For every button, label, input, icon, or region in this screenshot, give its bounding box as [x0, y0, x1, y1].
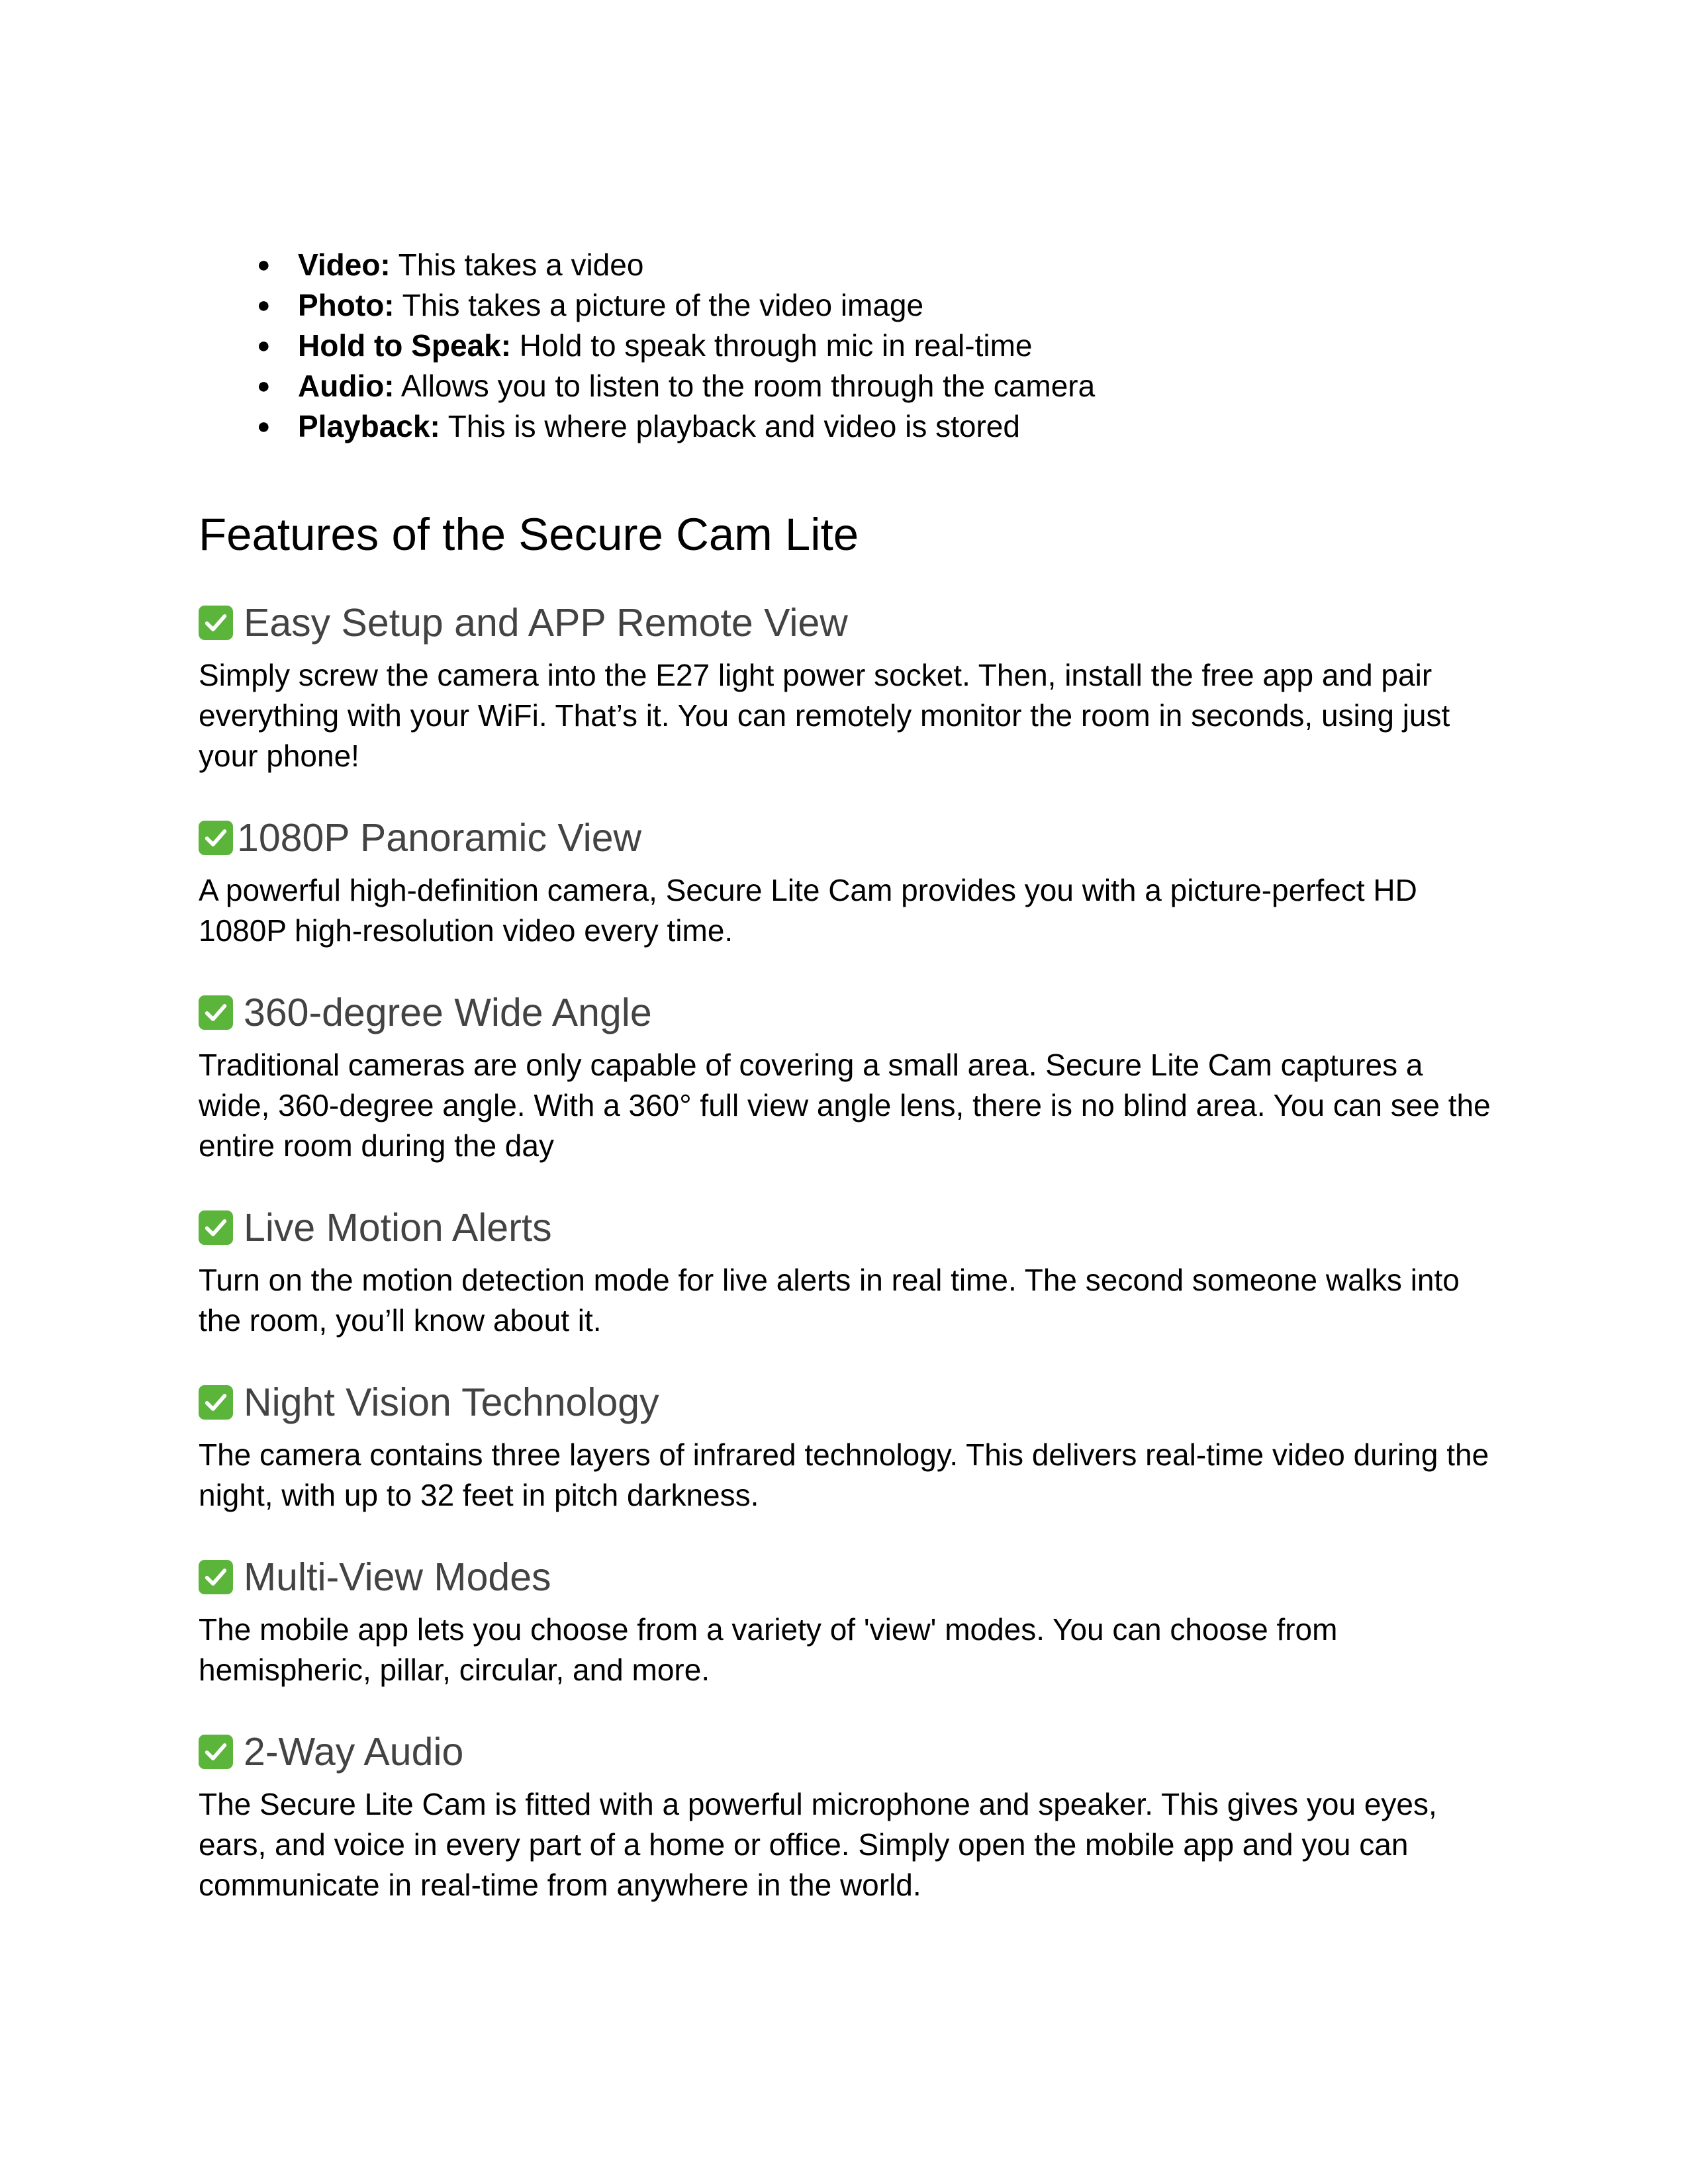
- feature-block: [199, 989, 1496, 1166]
- list-item-text: This takes a video: [390, 248, 644, 282]
- feature-heading-text: 1080P Panoramic View: [237, 816, 642, 860]
- list-item: [257, 406, 1496, 447]
- feature-block: [199, 1554, 1496, 1690]
- list-item-text: This takes a picture of the video image: [394, 288, 924, 322]
- check-mark-icon: [199, 821, 233, 855]
- bullet-dot: ●: [257, 333, 271, 358]
- list-item: [257, 326, 1496, 366]
- feature-heading: [199, 815, 1496, 861]
- feature-description: The camera contains three layers of infrared technology. This delivers real-time video during the night, with up to 32 feet in pitch darkness.: [199, 1437, 1489, 1512]
- list-item-text: Allows you to listen to the room through the camera: [394, 369, 1096, 403]
- feature-heading: [199, 1729, 1496, 1775]
- check-mark-icon: [199, 995, 233, 1030]
- feature-block: [199, 1379, 1496, 1516]
- list-item: [257, 285, 1496, 326]
- feature-heading-text: 2-Way Audio: [244, 1730, 464, 1774]
- list-item-label: Hold to Speak:: [298, 328, 512, 363]
- check-mark-icon: [199, 1560, 233, 1594]
- feature-description: Simply screw the camera into the E27 light power socket. Then, install the free app and pair everything with your WiFi. That’s it. You can remotely monitor the room in seconds, using just your phone!: [199, 658, 1450, 773]
- document-page: [199, 245, 1496, 1944]
- feature-heading-text: Live Motion Alerts: [244, 1206, 552, 1250]
- feature-heading-text: 360-degree Wide Angle: [244, 991, 652, 1034]
- feature-block: [199, 1205, 1496, 1341]
- feature-description: The Secure Lite Cam is fitted with a powerful microphone and speaker. This gives you eyes, ears, and voice in every part of a home or office. Simply open the mobile app and you can communicate in real-time from anywhere in the world.: [199, 1787, 1437, 1902]
- feature-description: Traditional cameras are only capable of covering a small area. Secure Lite Cam captures a wide, 360-degree angle. With a 360° full view angle lens, there is no blind area. You can see the entire room during the day: [199, 1048, 1491, 1163]
- list-item-text: This is where playback and video is stored: [440, 409, 1020, 443]
- list-item: [257, 245, 1496, 285]
- bullet-dot: ●: [257, 373, 271, 398]
- bullet-dot: ●: [257, 293, 271, 318]
- app-controls-list: [199, 245, 1496, 447]
- feature-description: The mobile app lets you choose from a variety of 'view' modes. You can choose from hemispheric, pillar, circular, and more.: [199, 1612, 1338, 1687]
- check-mark-icon: [199, 606, 233, 640]
- feature-description: Turn on the motion detection mode for live alerts in real time. The second someone walks into the room, you’ll know about it.: [199, 1263, 1460, 1338]
- bullet-dot: ●: [257, 414, 271, 439]
- list-item-text: Hold to speak through mic in real-time: [511, 328, 1033, 363]
- feature-heading: [199, 600, 1496, 646]
- feature-heading-text: Multi-View Modes: [244, 1555, 551, 1599]
- list-item: [257, 366, 1496, 406]
- list-item-label: Audio:: [298, 369, 395, 403]
- list-item-label: Playback:: [298, 409, 440, 443]
- page-title: Features of the Secure Cam Lite: [199, 509, 859, 560]
- feature-heading-text: Easy Setup and APP Remote View: [244, 601, 848, 645]
- feature-heading: [199, 1554, 1496, 1600]
- feature-block: [199, 600, 1496, 776]
- feature-heading-text: Night Vision Technology: [244, 1381, 659, 1424]
- features-section: [199, 600, 1496, 1905]
- feature-heading: [199, 1205, 1496, 1251]
- feature-block: [199, 815, 1496, 951]
- list-item-label: Photo:: [298, 288, 395, 322]
- check-mark-icon: [199, 1210, 233, 1245]
- feature-description: A powerful high-definition camera, Secure Lite Cam provides you with a picture-perfect HD 1080P high-resolution video every time.: [199, 873, 1417, 948]
- list-item-label: Video:: [298, 248, 391, 282]
- check-mark-icon: [199, 1735, 233, 1769]
- feature-heading: [199, 989, 1496, 1036]
- bullet-dot: ●: [257, 252, 271, 277]
- check-mark-icon: [199, 1385, 233, 1420]
- feature-heading: [199, 1379, 1496, 1426]
- feature-block: [199, 1729, 1496, 1905]
